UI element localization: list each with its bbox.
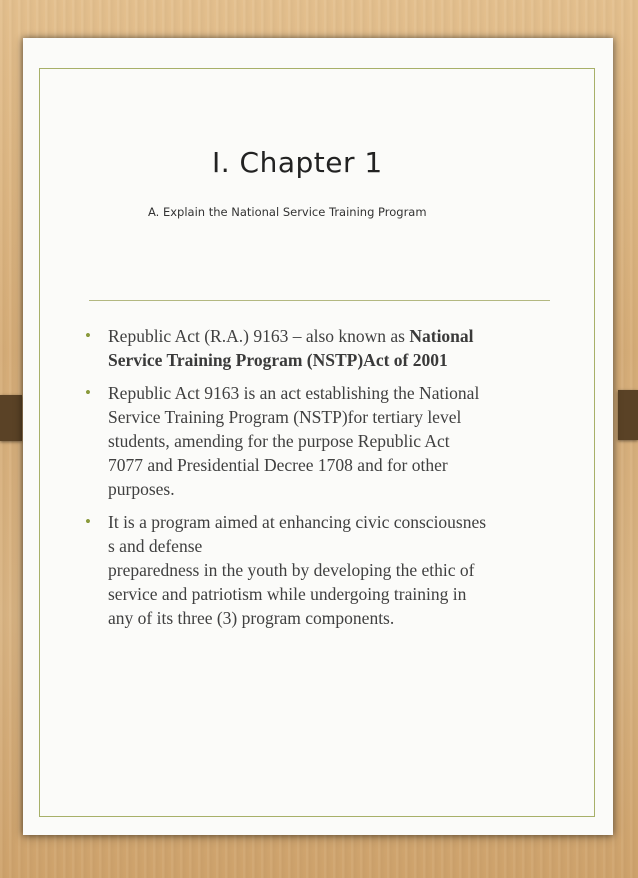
bullet-line: any of its three (3) program components. [108,608,395,628]
bullet-line: Service Training Program (NSTP)for tertiary level [108,407,462,427]
bullet-item-program-aim [85,510,555,630]
bullet-text-bold: Service Training Program (NSTP)Act of 2001 [108,350,448,370]
left-binder-tab [0,395,22,441]
bullet-line: 7077 and Presidential Decree 1708 and for other [108,455,448,475]
bullet-line: service and patriotism while undergoing training in [108,584,467,604]
bullet-dot-icon: • [85,326,91,345]
bullet-line: Republic Act 9163 is an act establishing the National [108,383,480,403]
slide-paper [23,38,613,835]
bullet-list [85,324,555,639]
bullet-line: s and defense [108,536,203,556]
bullet-dot-icon: • [85,512,91,531]
bullet-line: purposes. [108,479,175,499]
slide-title: I. Chapter 1 [212,146,383,179]
bullet-line: It is a program aimed at enhancing civic consciousnes [108,512,487,532]
bullet-line: students, amending for the purpose Republic Act [108,431,450,451]
bullet-text-bold: National [409,326,474,346]
divider-line [89,300,550,301]
bullet-line [108,324,555,348]
bullet-dot-icon: • [85,383,91,402]
bullet-item-nstp-act [85,324,555,372]
bullet-line: preparedness in the youth by developing the ethic of [108,560,475,580]
bullet-text: Republic Act (R.A.) 9163 – also known as [108,326,410,346]
bullet-item-ra-9163 [85,381,555,501]
right-binder-tab [618,390,638,440]
slide-subtitle: A. Explain the National Service Training Program [148,205,427,219]
